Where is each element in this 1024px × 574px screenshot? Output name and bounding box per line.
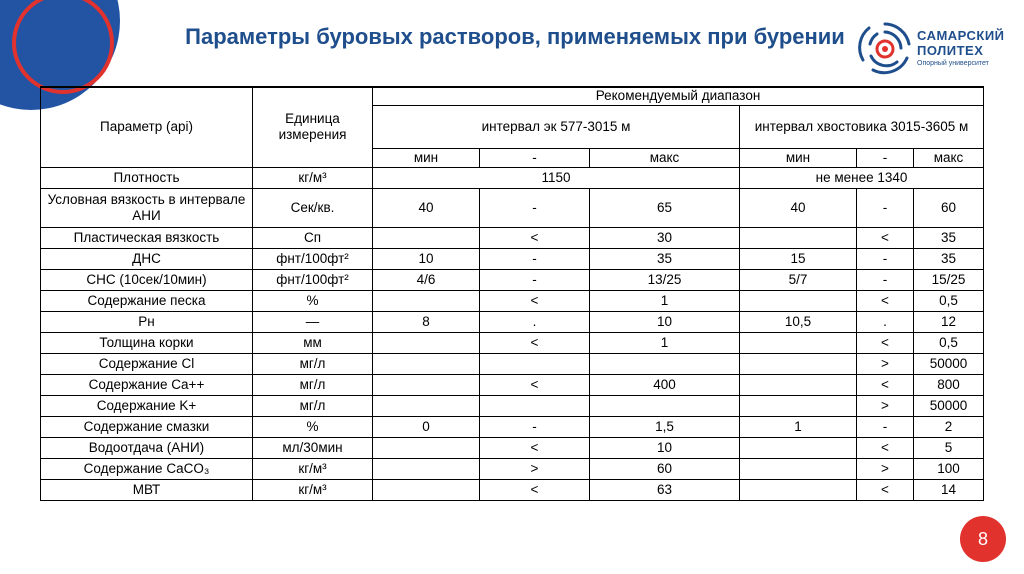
value-max-1: 35 bbox=[590, 249, 740, 270]
param-name: Толщина корки bbox=[41, 333, 253, 354]
value-sep-2: < bbox=[857, 438, 914, 459]
value-min-2 bbox=[740, 375, 857, 396]
param-name: Условная вязкость в интервале АНИ bbox=[41, 189, 253, 228]
value-min-2: 1 bbox=[740, 417, 857, 438]
param-unit: фнт/100фт² bbox=[253, 249, 373, 270]
value-max-2: 50000 bbox=[914, 396, 984, 417]
value-min-1 bbox=[373, 354, 480, 375]
param-name: МВТ bbox=[41, 480, 253, 501]
value-min-1: 8 bbox=[373, 312, 480, 333]
value-min-2 bbox=[740, 333, 857, 354]
value-sep-1: - bbox=[480, 417, 590, 438]
param-name: СНС (10сек/10мин) bbox=[41, 270, 253, 291]
table-row bbox=[41, 312, 984, 333]
param-unit: кг/м³ bbox=[253, 168, 373, 189]
param-unit: мг/л bbox=[253, 396, 373, 417]
value-max-1 bbox=[590, 396, 740, 417]
table-row bbox=[41, 375, 984, 396]
header-interval-2: интервал хвостовика 3015-3605 м bbox=[740, 106, 984, 149]
value-sep-1: - bbox=[480, 249, 590, 270]
header-param: Параметр (api) bbox=[41, 87, 253, 168]
value-max-1: 13/25 bbox=[590, 270, 740, 291]
logo-text-line3: Опорный университет bbox=[917, 60, 989, 67]
drilling-fluid-parameters-table bbox=[40, 86, 984, 501]
param-unit: Сек/кв. bbox=[253, 189, 373, 228]
value-min-2: 10,5 bbox=[740, 312, 857, 333]
value-max-2: 50000 bbox=[914, 354, 984, 375]
param-unit: фнт/100фт² bbox=[253, 270, 373, 291]
value-sep-2: < bbox=[857, 480, 914, 501]
param-name: Плотность bbox=[41, 168, 253, 189]
value-max-1: 63 bbox=[590, 480, 740, 501]
value-sep-1: < bbox=[480, 333, 590, 354]
header-min-1: мин bbox=[373, 149, 480, 168]
value-min-1 bbox=[373, 375, 480, 396]
param-name: Содержание смазки bbox=[41, 417, 253, 438]
value-min-1 bbox=[373, 291, 480, 312]
header-max-2: макс bbox=[914, 149, 984, 168]
value-min-1: 10 bbox=[373, 249, 480, 270]
param-name: Содержание песка bbox=[41, 291, 253, 312]
value-max-1: 1 bbox=[590, 291, 740, 312]
value-max-2: 5 bbox=[914, 438, 984, 459]
table-row bbox=[41, 480, 984, 501]
value-sep-2: - bbox=[857, 249, 914, 270]
table-row bbox=[41, 270, 984, 291]
param-name: Пластическая вязкость bbox=[41, 228, 253, 249]
value-max-2: 800 bbox=[914, 375, 984, 396]
value-sep-1: - bbox=[480, 270, 590, 291]
value-sep-2: < bbox=[857, 375, 914, 396]
param-unit: Сп bbox=[253, 228, 373, 249]
value-sep-2: - bbox=[857, 270, 914, 291]
value-min-2 bbox=[740, 354, 857, 375]
value-min-1 bbox=[373, 228, 480, 249]
value-min-2 bbox=[740, 291, 857, 312]
value-max-1: 400 bbox=[590, 375, 740, 396]
value-max-1: 1,5 bbox=[590, 417, 740, 438]
param-unit: % bbox=[253, 417, 373, 438]
logo-emblem-icon bbox=[855, 16, 915, 82]
value-max-1 bbox=[590, 354, 740, 375]
table-row bbox=[41, 333, 984, 354]
value-max-2: 14 bbox=[914, 480, 984, 501]
param-name: Содержание K+ bbox=[41, 396, 253, 417]
value-max-1: 10 bbox=[590, 312, 740, 333]
param-unit: мг/л bbox=[253, 375, 373, 396]
value-min-2: 5/7 bbox=[740, 270, 857, 291]
param-name: Водоотдача (АНИ) bbox=[41, 438, 253, 459]
param-name: Рн bbox=[41, 312, 253, 333]
value-sep-2: - bbox=[857, 189, 914, 228]
university-logo bbox=[855, 16, 1015, 86]
value-sep-1: . bbox=[480, 312, 590, 333]
param-unit: % bbox=[253, 291, 373, 312]
param-unit: мг/л bbox=[253, 354, 373, 375]
value-sep-1: < bbox=[480, 375, 590, 396]
value-min-2 bbox=[740, 459, 857, 480]
table-row bbox=[41, 417, 984, 438]
param-name: Содержание Ca++ bbox=[41, 375, 253, 396]
value-sep-2: < bbox=[857, 228, 914, 249]
value-max-1: 1 bbox=[590, 333, 740, 354]
header-row-1 bbox=[41, 87, 984, 106]
value-sep-2: - bbox=[857, 417, 914, 438]
value-min-1 bbox=[373, 396, 480, 417]
table-row bbox=[41, 291, 984, 312]
table-row bbox=[41, 396, 984, 417]
value-min-1: 40 bbox=[373, 189, 480, 228]
value-sep-1: > bbox=[480, 459, 590, 480]
value-max-2: 15/25 bbox=[914, 270, 984, 291]
table-row bbox=[41, 459, 984, 480]
table-row-density bbox=[41, 168, 984, 189]
value-sep-2: < bbox=[857, 333, 914, 354]
param-unit: кг/м³ bbox=[253, 459, 373, 480]
slide-title: Параметры буровых растворов, применяемых при бурении bbox=[185, 24, 845, 49]
value-max-2: 0,5 bbox=[914, 333, 984, 354]
value-max-1: 60 bbox=[590, 459, 740, 480]
param-name: Содержание Cl bbox=[41, 354, 253, 375]
table-row bbox=[41, 249, 984, 270]
header-dash-2: - bbox=[857, 149, 914, 168]
value-sep-1: < bbox=[480, 438, 590, 459]
value-min-2: 40 bbox=[740, 189, 857, 228]
logo-text-line1: САМАРСКИЙ bbox=[917, 28, 1005, 43]
value-min-1 bbox=[373, 459, 480, 480]
table-row-viscosity bbox=[41, 189, 984, 228]
param-unit: — bbox=[253, 312, 373, 333]
value-min-1 bbox=[373, 333, 480, 354]
value-min-2 bbox=[740, 228, 857, 249]
header-dash-1: - bbox=[480, 149, 590, 168]
value-min-2 bbox=[740, 396, 857, 417]
page-number-badge: 8 bbox=[960, 516, 1006, 562]
value-max-2: 60 bbox=[914, 189, 984, 228]
table-row bbox=[41, 228, 984, 249]
value-max-2: 35 bbox=[914, 228, 984, 249]
value-min-1: 4/6 bbox=[373, 270, 480, 291]
logo-text-line2: ПОЛИТЕХ bbox=[917, 43, 984, 58]
value-min-2 bbox=[740, 480, 857, 501]
header-interval-1: интервал эк 577-3015 м bbox=[373, 106, 740, 149]
value-min-2 bbox=[740, 438, 857, 459]
value-max-2: 0,5 bbox=[914, 291, 984, 312]
value-max-1: 65 bbox=[590, 189, 740, 228]
value-sep-2: > bbox=[857, 354, 914, 375]
decorative-circle-red bbox=[12, 0, 114, 94]
value-interval-1: 1150 bbox=[373, 168, 740, 189]
value-sep-2: > bbox=[857, 396, 914, 417]
param-name: Содержание CaCO₃ bbox=[41, 459, 253, 480]
value-sep-1 bbox=[480, 396, 590, 417]
table-row bbox=[41, 354, 984, 375]
value-sep-1: < bbox=[480, 228, 590, 249]
param-unit: кг/м³ bbox=[253, 480, 373, 501]
value-max-2: 100 bbox=[914, 459, 984, 480]
value-sep-1: < bbox=[480, 480, 590, 501]
param-name: ДНС bbox=[41, 249, 253, 270]
header-min-2: мин bbox=[740, 149, 857, 168]
value-sep-1: < bbox=[480, 291, 590, 312]
value-max-1: 10 bbox=[590, 438, 740, 459]
value-sep-2: . bbox=[857, 312, 914, 333]
header-recommended-range: Рекомендуемый диапазон bbox=[373, 87, 984, 106]
header-unit: Единица измерения bbox=[253, 87, 373, 168]
value-min-2: 15 bbox=[740, 249, 857, 270]
value-min-1 bbox=[373, 438, 480, 459]
value-sep-1: - bbox=[480, 189, 590, 228]
value-max-2: 12 bbox=[914, 312, 984, 333]
value-sep-2: < bbox=[857, 291, 914, 312]
value-max-1: 30 bbox=[590, 228, 740, 249]
value-interval-2: не менее 1340 bbox=[740, 168, 984, 189]
param-unit: мм bbox=[253, 333, 373, 354]
param-unit: мл/30мин bbox=[253, 438, 373, 459]
table-row bbox=[41, 438, 984, 459]
value-min-1 bbox=[373, 480, 480, 501]
value-min-1: 0 bbox=[373, 417, 480, 438]
value-sep-2: > bbox=[857, 459, 914, 480]
value-max-2: 35 bbox=[914, 249, 984, 270]
header-max-1: макс bbox=[590, 149, 740, 168]
value-sep-1 bbox=[480, 354, 590, 375]
value-max-2: 2 bbox=[914, 417, 984, 438]
